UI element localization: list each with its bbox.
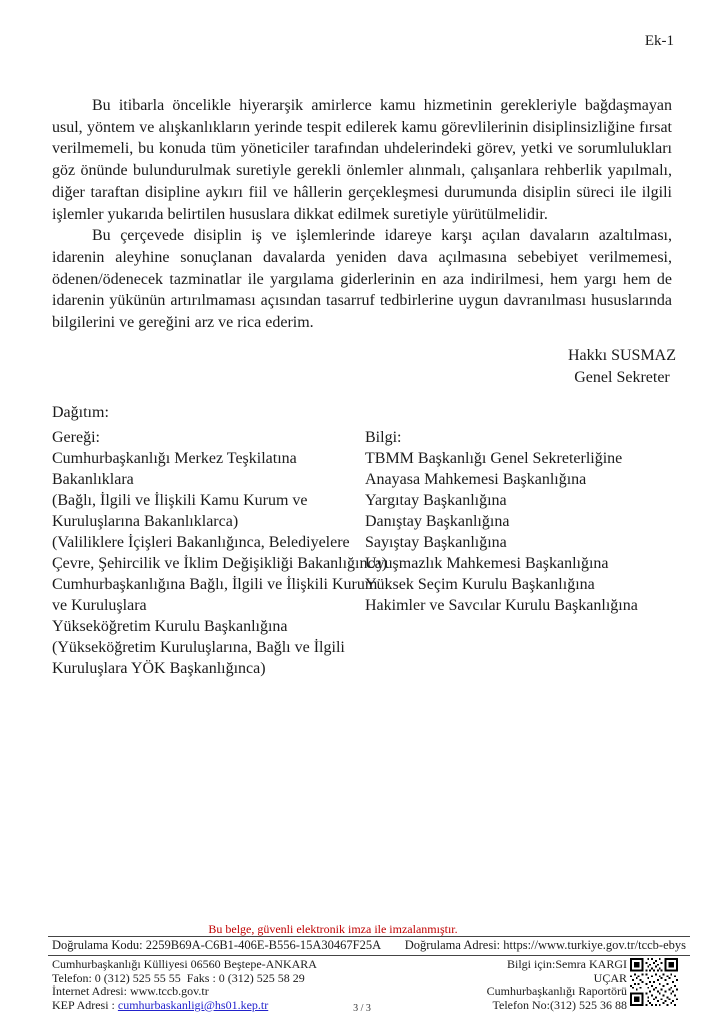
page-number: 3 / 3 — [353, 1003, 371, 1014]
verification-address: Doğrulama Adresi: https://www.turkiye.gov.tr/tccb-ebys — [404, 938, 686, 952]
bilgi-line: Yüksek Seçim Kurulu Başkanlığına — [365, 576, 595, 593]
geregi-line: Cumhurbaşkanlığı Merkez Teşkilatına — [52, 450, 297, 467]
signer-title: Genel Sekreter — [574, 369, 670, 386]
annex-label: Ek-1 — [644, 33, 674, 49]
footer-divider-top — [48, 936, 690, 937]
geregi-line: Bakanlıklara — [52, 471, 134, 488]
geregi-label: Gereği: — [52, 429, 100, 446]
kep-email-link[interactable]: cumhurbaskanligi@hs01.kep.tr — [117, 997, 269, 1012]
geregi-line: Kuruluşlara YÖK Başkanlığınca) — [52, 660, 266, 677]
contact-line: UÇAR — [593, 970, 627, 985]
address-line: Cumhurbaşkanlığı Külliyesi 06560 Beştepe-ANKARA — [52, 957, 317, 971]
contact-line: Bilgi için:Semra KARGI — [507, 957, 627, 971]
geregi-line: (Yükseköğretim Kuruluşlarına, Bağlı ve İlgili — [52, 639, 345, 656]
geregi-line: Cumhurbaşkanlığına Bağlı, İlgili ve İlişkili Kurum — [52, 576, 378, 593]
bilgi-list — [365, 448, 684, 616]
bilgi-line: Danıştay Başkanlığına — [365, 513, 510, 530]
contact-line: Cumhurbaşkanlığı Raportörü — [486, 984, 627, 998]
bilgi-line: Yargıtay Başkanlığına — [365, 492, 507, 509]
distribution-bilgi-column — [365, 427, 684, 679]
kep-label: KEP Adresi : — [52, 997, 118, 1012]
paragraph-1: Bu itibarla öncelikle hiyerarşik amirlerce kamu hizmetinin gerekleriyle bağdaşmayan usul, yöntem ve alışkanlıkların yerinde tespit edilerek kamu görevlilerinin disiplinsizliğine fırsat verilmemeli, bu konuda tüm yöneticiler tarafından uhdelerindeki görev, yetki ve sorumlulukları göz önünde bulundurulmak suretiyle gerekli önlemler alınmalı, çalışanlara rehberlik yapılmalı, diğer taraftan disipline aykırı fiil ve hâllerin gerçekleşmesi durumunda disiplin süreci ile ilgili işlemler yukarıda belirtilen hususlara dikkat edilmek suretiyle yürütülmelidir. — [52, 97, 672, 223]
verification-code: Doğrulama Kodu: 2259B69A-C6B1-406E-B556-15A30467F25A — [52, 938, 382, 952]
signature-block — [527, 345, 717, 389]
letter-body — [52, 95, 672, 334]
geregi-line: ve Kuruluşlara — [52, 597, 147, 614]
distribution-section — [52, 402, 684, 679]
geregi-line: Çevre, Şehircilik ve İklim Değişikliği Bakanlığınca) — [52, 555, 388, 572]
distribution-heading: Dağıtım: — [52, 404, 109, 421]
internet-address-line: İnternet Adresi: www.tccb.gov.tr — [52, 984, 209, 998]
geregi-line: (Bağlı, İlgili ve İlişkili Kamu Kurum ve — [52, 492, 308, 509]
geregi-line: (Valiliklere İçişleri Bakanlığınca, Belediyelere — [52, 534, 350, 551]
geregi-line: Kuruluşlarına Bakanlıklarca) — [52, 513, 239, 530]
signer-name: Hakkı SUSMAZ — [567, 347, 676, 364]
paragraph-2: Bu çerçevede disiplin iş ve işlemlerinde idareye karşı açılan davaların azaltılması, idarenin aleyhine sonuçlanan davalarda yeniden dava açılmasına sebebiyet verilmemesi, ödenen/ödenecek tazminatlar ile yargılama giderlerinin en aza indirilmesi, hem yargı hem de idarenin yükünün artırılmaması açısından tasarruf tedbirlerine uygun davranılması hususlarında bilgilerini ve gereğini arz ve rica ederim. — [52, 227, 672, 332]
contact-line: Telefon No:(312) 525 36 88 — [492, 997, 627, 1012]
bilgi-line: Sayıştay Başkanlığına — [365, 534, 507, 551]
bilgi-line: Uyuşmazlık Mahkemesi Başkanlığına — [365, 555, 609, 572]
esign-notice: Bu belge, güvenli elektronik imza ile imzalanmıştır. — [208, 922, 458, 936]
bilgi-line: TBMM Başkanlığı Genel Sekreterliğine — [365, 450, 623, 467]
geregi-list — [52, 448, 388, 679]
geregi-line: Yükseköğretim Kurulu Başkanlığına — [52, 618, 288, 635]
bilgi-line: Hakimler ve Savcılar Kurulu Başkanlığına — [365, 597, 638, 614]
bilgi-label: Bilgi: — [365, 429, 402, 446]
footer-divider-bottom — [48, 955, 690, 956]
verification-row — [52, 938, 686, 953]
qr-code — [630, 957, 678, 1007]
phone-fax-line: Telefon: 0 (312) 525 55 55 Faks : 0 (312) 525 58 29 — [52, 970, 305, 985]
bilgi-line: Anayasa Mahkemesi Başkanlığına — [365, 471, 587, 488]
